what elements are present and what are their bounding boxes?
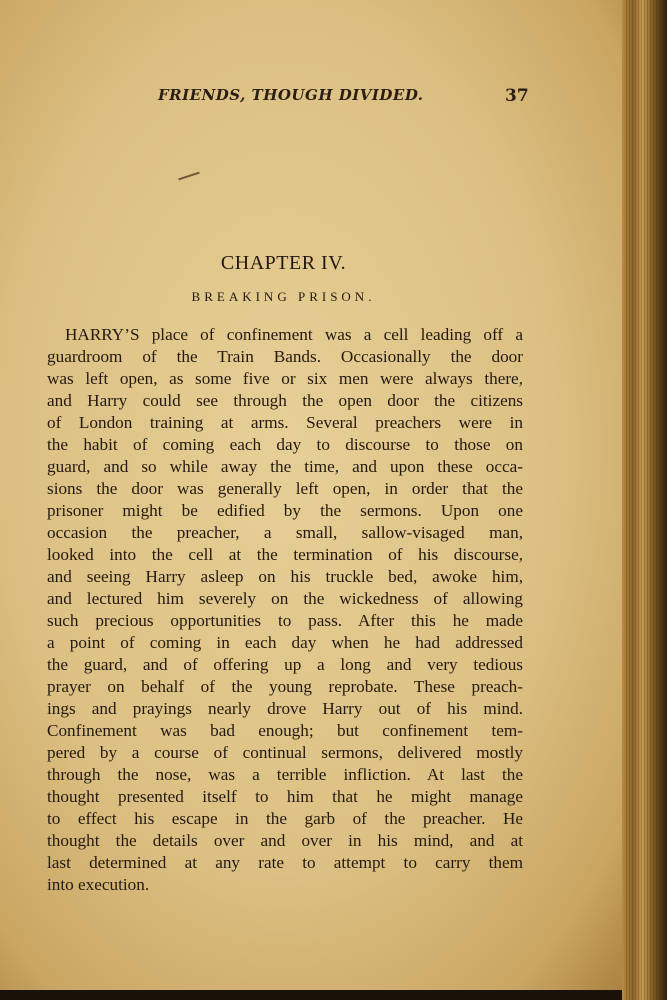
text-line: sions the door was generally left open, in order that the	[47, 479, 523, 498]
text-line: prisoner might be edified by the sermons. Upon one	[47, 501, 523, 520]
text-line: and lectured him severely on the wickedness of allowing	[47, 589, 523, 608]
text-line: the guard, and of offering up a long and very tedious	[47, 655, 523, 674]
text-line: into execution.	[47, 875, 150, 894]
text-line: thought the details over and over in his mind, and at	[47, 831, 523, 850]
text-line: guard, and so while away the time, and upon these occa-	[47, 457, 523, 476]
pencil-mark	[178, 172, 200, 181]
text-line: and Harry could see through the open door the citizens	[47, 391, 523, 410]
text-line: was left open, as some five or six men were always there,	[47, 369, 523, 388]
page-stack-edge	[622, 0, 667, 1000]
text-line: guardroom of the Train Bands. Occasionally the door	[47, 347, 523, 366]
text-line: the habit of coming each day to discourse to those on	[47, 435, 523, 454]
text-line: occasion the preacher, a small, sallow-visaged man,	[47, 523, 523, 542]
text-line: last determined at any rate to attempt to carry them	[47, 853, 523, 872]
text-line: looked into the cell at the termination of his discourse,	[47, 545, 523, 564]
chapter-title: CHAPTER IV.	[220, 252, 347, 274]
chapter-subtitle: BREAKING PRISON.	[191, 289, 376, 304]
text-line: such precious opportunities to pass. After this he made	[47, 611, 523, 630]
page-number: 37	[505, 86, 529, 106]
body-text	[47, 324, 523, 896]
text-line: of London training at arms. Several preachers were in	[47, 413, 523, 432]
text-line: pered by a course of continual sermons, delivered mostly	[47, 743, 523, 762]
text-line: ings and prayings nearly drove Harry out of his mind.	[47, 699, 523, 718]
text-line: thought presented itself to him that he might manage	[47, 787, 523, 806]
text-line: Confinement was bad enough; but confinement tem-	[47, 721, 523, 740]
text-line: prayer on behalf of the young reprobate. These preach-	[47, 677, 523, 696]
text-line: HARRY’S place of confinement was a cell leading off a	[65, 325, 523, 344]
page-header	[0, 86, 630, 110]
text-line: to effect his escape in the garb of the preacher. He	[47, 809, 523, 828]
running-head: FRIENDS, THOUGH DIVIDED.	[158, 86, 424, 104]
text-line: and seeing Harry asleep on his truckle bed, awoke him,	[47, 567, 523, 586]
text-line: through the nose, was a terrible infliction. At last the	[47, 765, 523, 784]
text-line: a point of coming in each day when he had addressed	[47, 633, 523, 652]
